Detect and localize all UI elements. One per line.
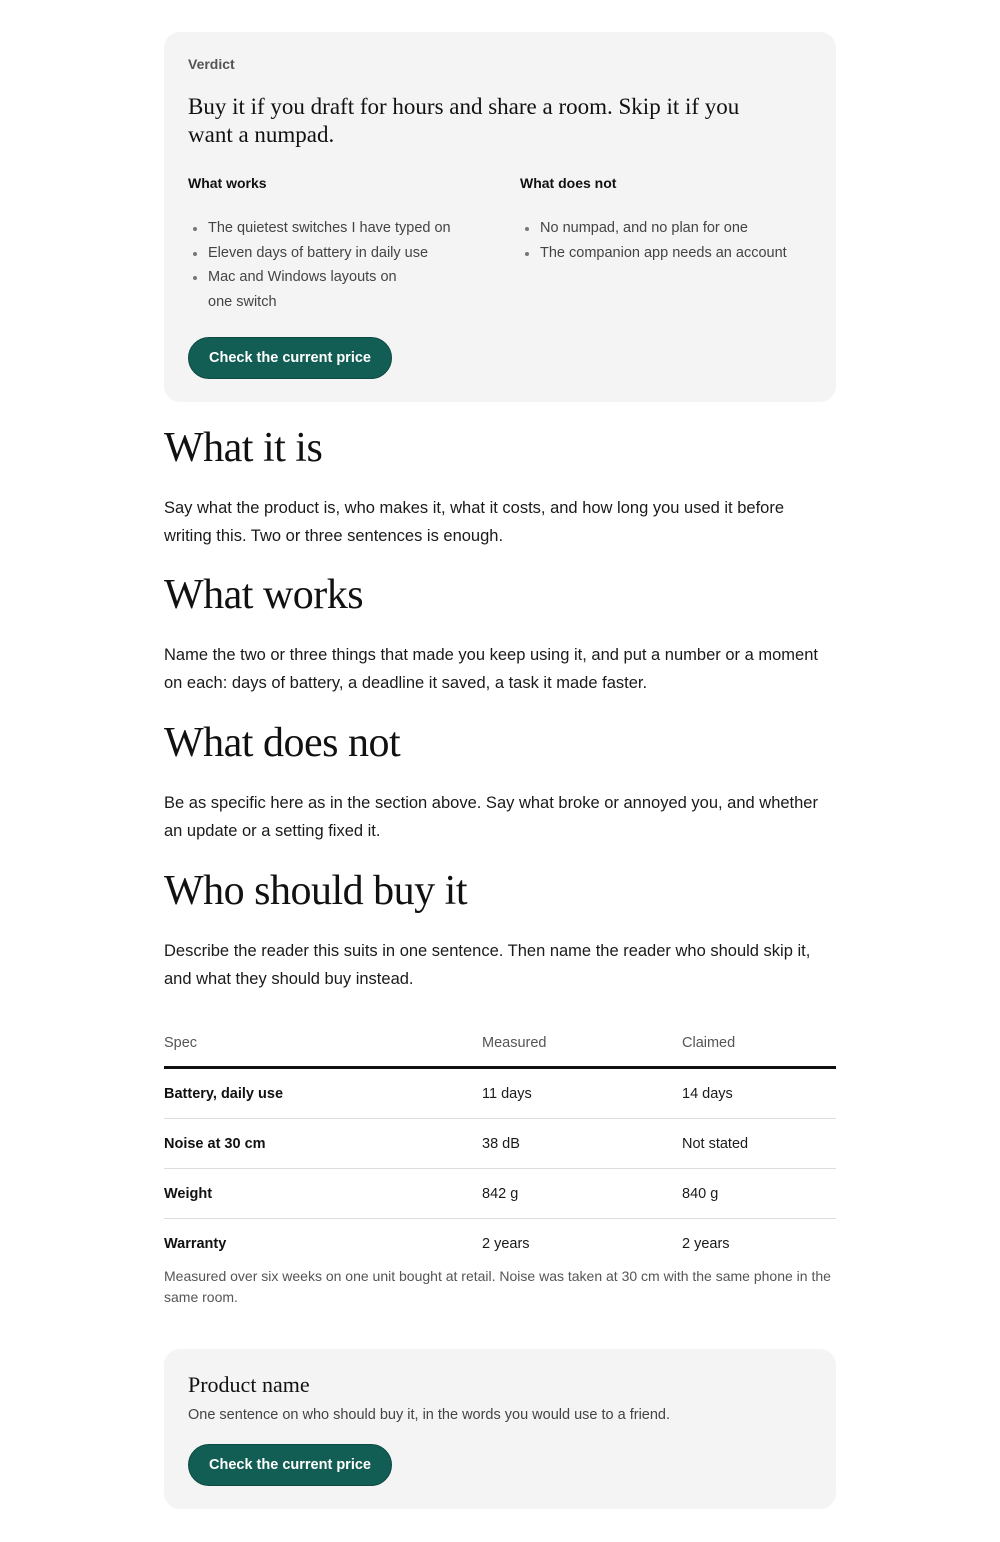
cons-list xyxy=(520,216,787,265)
table-row xyxy=(164,1169,836,1219)
claimed-cell: 2 years xyxy=(682,1235,730,1252)
spec-table xyxy=(164,1020,836,1268)
product-name: Product name xyxy=(188,1372,310,1397)
check-price-button[interactable]: Check the current price xyxy=(188,1444,392,1486)
measured-cell: 38 dB xyxy=(482,1119,682,1169)
check-price-button[interactable]: Check the current price xyxy=(188,337,392,379)
section-body-what-does-not: Be as specific here as in the section above. Say what broke or annoyed you, and whether an update or a setting fixed it. xyxy=(164,794,818,840)
table-header-row xyxy=(164,1020,836,1068)
product-blurb: One sentence on who should buy it, in the words you would use to a friend. xyxy=(188,1407,671,1423)
cons-heading: What does not xyxy=(520,175,617,191)
verdict-summary: Buy it if you draft for hours and share a room. Skip it if you want a numpad. xyxy=(188,94,740,147)
verdict-card xyxy=(164,32,836,402)
product-card xyxy=(164,1349,836,1509)
column-header-measured: Measured xyxy=(482,1020,682,1068)
spec-name-cell: Weight xyxy=(164,1169,482,1219)
spec-name-cell: Battery, daily use xyxy=(164,1068,482,1119)
pros-item: The quietest switches I have typed on xyxy=(188,216,468,241)
pros-item: Eleven days of battery in daily use xyxy=(188,241,468,266)
pros-item: Mac and Windows layouts on one switch xyxy=(188,265,418,314)
cons-item: The companion app needs an account xyxy=(520,241,787,266)
pros-list xyxy=(188,216,468,314)
claimed-cell: 840 g xyxy=(682,1169,836,1219)
pros-heading: What works xyxy=(188,175,267,191)
table-row xyxy=(164,1119,836,1169)
verdict-label: Verdict xyxy=(188,56,235,72)
section-title-what-does-not: What does not xyxy=(164,720,401,766)
spec-name-cell: Warranty xyxy=(164,1235,227,1252)
measured-cell: 11 days xyxy=(482,1068,682,1119)
measured-cell: 2 years xyxy=(482,1235,530,1252)
measured-cell: 842 g xyxy=(482,1169,682,1219)
cons-item: No numpad, and no plan for one xyxy=(520,216,787,241)
section-title-what-it-is: What it is xyxy=(164,425,323,471)
section-body-who-should-buy: Describe the reader this suits in one sentence. Then name the reader who should skip it, and what they should buy instead. xyxy=(164,942,811,988)
section-body-what-it-is: Say what the product is, who makes it, what it costs, and how long you used it before writing this. Two or three sentences is enough. xyxy=(164,499,784,545)
section-title-who-should-buy: Who should buy it xyxy=(164,868,467,914)
spec-name-cell: Noise at 30 cm xyxy=(164,1119,482,1169)
cons-column xyxy=(520,174,820,261)
claimed-cell: 14 days xyxy=(682,1068,836,1119)
pros-column xyxy=(188,174,468,310)
table-row xyxy=(164,1068,836,1119)
section-title-what-works: What works xyxy=(164,572,364,618)
table-row xyxy=(164,1219,836,1269)
section-body-what-works: Name the two or three things that made you keep using it, and put a number or a moment on each: days of battery, a deadline it saved, a task it made faster. xyxy=(164,646,818,692)
column-header-claimed: Claimed xyxy=(682,1020,836,1068)
table-footnote: Measured over six weeks on one unit bought at retail. Noise was taken at 30 cm with the same phone in the same room. xyxy=(164,1268,831,1305)
claimed-cell: Not stated xyxy=(682,1119,836,1169)
column-header-spec: Spec xyxy=(164,1020,482,1068)
